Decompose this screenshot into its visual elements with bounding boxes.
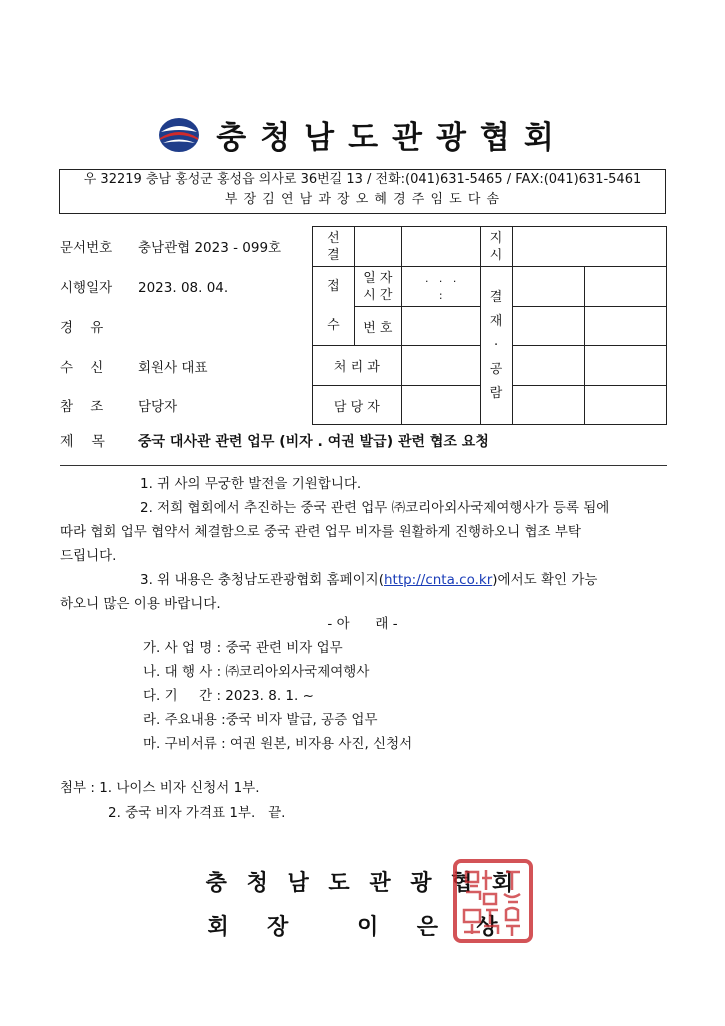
- directive-slot: [512, 227, 666, 267]
- meta-doc-number: 문서번호 충남관협 2023 - 099호: [60, 240, 282, 256]
- details-item: 가. 사 업 명 : 중국 관련 비자 업무: [143, 640, 343, 656]
- attachment-2: 2. 중국 비자 가격표 1부. 끝.: [108, 805, 286, 821]
- number-label: 번 호: [354, 307, 401, 346]
- contact-box: [59, 169, 666, 214]
- letterhead: [0, 112, 725, 157]
- attachment-1: 첨부 : 1. 나이스 비자 신청서 1부.: [60, 780, 260, 796]
- approval-slot: [354, 227, 401, 267]
- jeop-su-cell: 접 수: [313, 267, 355, 346]
- processing-dept-label: 처 리 과: [313, 346, 402, 386]
- review-slot: [585, 346, 667, 386]
- processing-dept-value: [401, 346, 480, 386]
- ji-si-cell: 지 시: [480, 227, 512, 267]
- body-paragraph-3b: 하오니 많은 이용 바랍니다.: [60, 596, 221, 612]
- review-slot: [585, 267, 667, 307]
- contact-staff: 부 장 김 연 남 과 장 오 혜 경 주 임 도 다 솜: [224, 192, 501, 207]
- body-paragraph-2b: 따라 협회 업무 협약서 체결함으로 중국 관련 업무 비자를 원활하게 진행하오니 협조 부탁: [60, 524, 581, 540]
- meta-recipient: 수 신 회원사 대표: [60, 360, 208, 376]
- details-item: 마. 구비서류 : 여권 원본, 비자용 사진, 신청서: [143, 736, 413, 752]
- details-item: 라. 주요내용 :중국 비자 발급, 공증 업무: [143, 712, 378, 728]
- signature-org: 충 청 남 도 관 광 협 회: [205, 871, 520, 896]
- body-paragraph-3a: 3. 위 내용은 충청남도관광협회 홈페이지(http://cnta.co.kr)에서도 확인 가능: [140, 572, 598, 588]
- subject-text: 중국 대사관 관련 업무 (비자 . 여권 발급) 관련 협조 요청: [138, 434, 489, 450]
- org-title: 충청남도관광협회: [216, 120, 568, 156]
- subject-line: 제 목 중국 대사관 관련 업무 (비자 . 여권 발급) 관련 협조 요청: [60, 434, 489, 450]
- review-slot: [585, 386, 667, 425]
- officer-value: [401, 386, 480, 425]
- body-paragraph-2c: 드립니다.: [60, 548, 117, 564]
- homepage-link[interactable]: http://cnta.co.kr: [383, 572, 493, 588]
- review-slot: [512, 386, 585, 425]
- body-paragraph-2a: 2. 저희 협회에서 추진하는 중국 관련 업무 ㈜코리아외사국제여행사가 등록 됨에: [140, 500, 610, 516]
- subject-divider: [60, 465, 667, 466]
- seon-gyeol-cell: 선 결: [313, 227, 355, 267]
- review-slot: [512, 267, 585, 307]
- date-time-value: . . . :: [401, 267, 480, 307]
- gyeoljae-gongram-cell: 결 재 · 공 람: [480, 267, 512, 425]
- approval-table: [312, 226, 667, 425]
- association-logo-icon: [157, 116, 201, 154]
- approval-slot: [401, 227, 480, 267]
- review-slot: [512, 307, 585, 346]
- officer-label: 담 당 자: [313, 386, 402, 425]
- signature-title: 회 장 이 은 상: [207, 915, 498, 940]
- date-time-label: 일 자 시 간: [354, 267, 401, 307]
- meta-reference: 참 조 담당자: [60, 399, 178, 415]
- review-slot: [585, 307, 667, 346]
- contact-address: 우 32219 충남 홍성군 홍성읍 의사로 36번길 13 / 전화:(041)631-5465 / FAX:(041)631-5461: [83, 172, 642, 187]
- body-paragraph-1: 1. 귀 사의 무궁한 발전을 기원합니다.: [140, 476, 362, 492]
- details-item: 다. 기 간 : 2023. 8. 1. ~: [143, 688, 314, 704]
- details-item: 나. 대 행 사 : ㈜코리아외사국제여행사: [143, 664, 370, 680]
- official-seal-icon: [452, 858, 534, 944]
- meta-via: 경 유: [60, 320, 104, 336]
- number-value: [401, 307, 480, 346]
- below-heading: - 아 래 -: [327, 616, 398, 632]
- meta-date: 시행일자 2023. 08. 04.: [60, 280, 229, 296]
- review-slot: [512, 346, 585, 386]
